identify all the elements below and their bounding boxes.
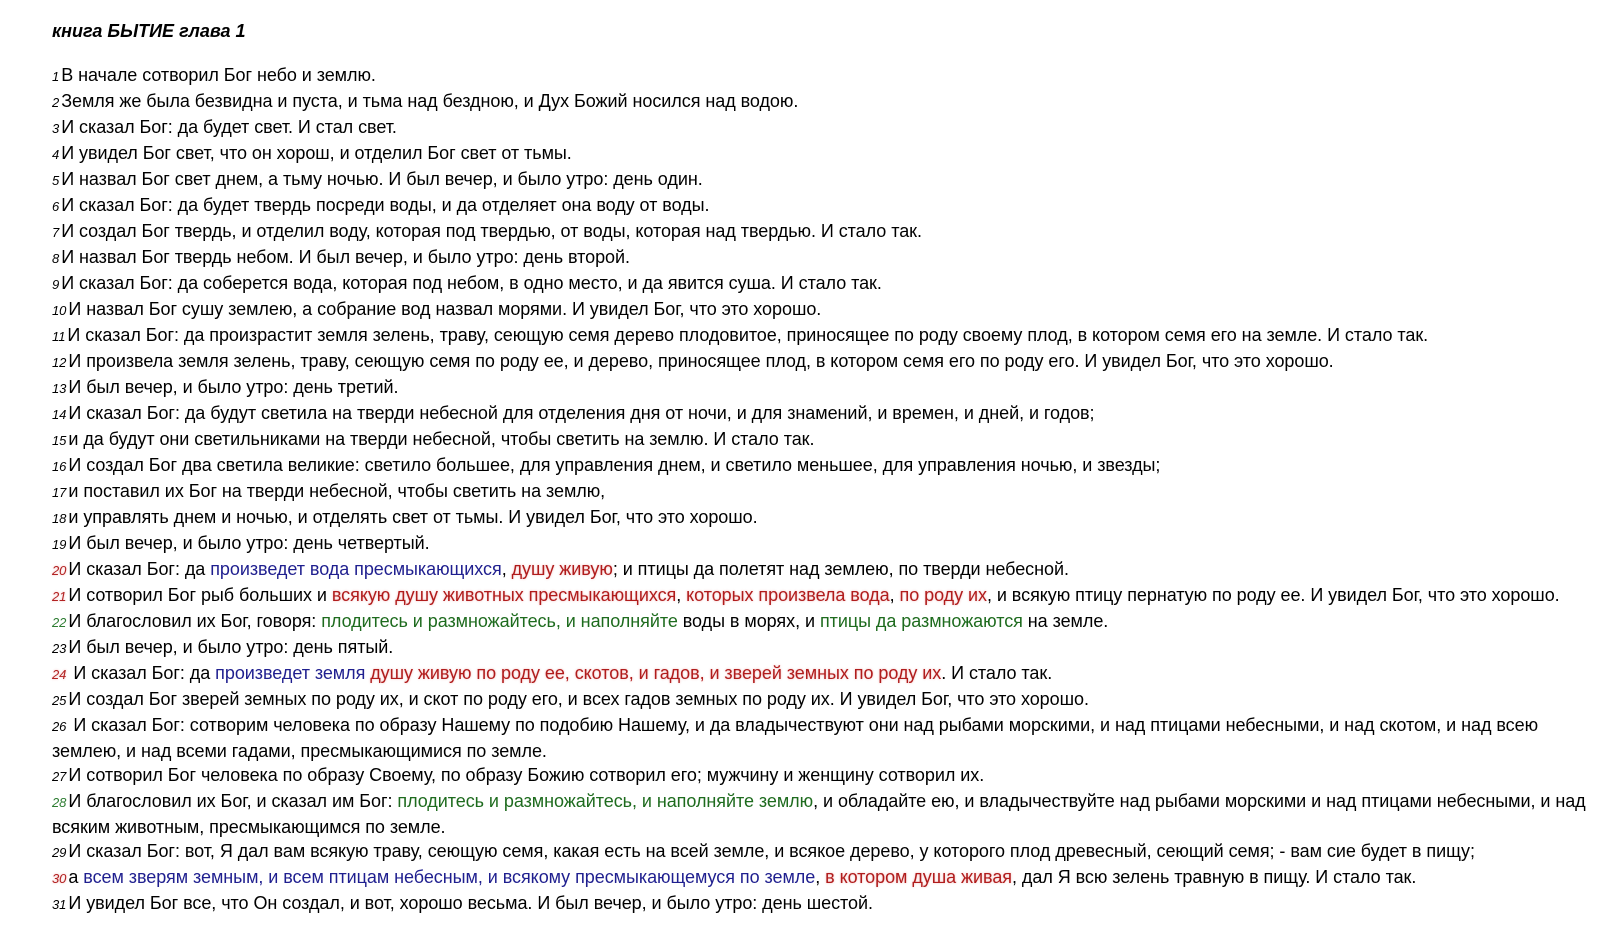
verse-text: , и обладайте ею, и владычествуйте над рыбами морскими и над птицами небесными, и над всяким животным, пресмыкающимся по земле. bbox=[52, 791, 1586, 837]
highlighted-text-red: всякую душу животных пресмыкающихся bbox=[331, 585, 677, 605]
verse-number: 23 bbox=[52, 641, 67, 656]
highlighted-text-red: по роду их bbox=[899, 585, 987, 605]
verse-20 bbox=[52, 557, 1610, 583]
verse-9 bbox=[52, 271, 1610, 297]
verse-text: , bbox=[815, 867, 826, 887]
verse-number: 21 bbox=[52, 589, 67, 604]
verse-text: И увидел Бог свет, что он хорош, и отделил Бог свет от тьмы. bbox=[61, 143, 572, 163]
verse-number: 19 bbox=[52, 537, 67, 552]
verse-text: Земля же была безвидна и пуста, и тьма над бездною, и Дух Божий носился над водою. bbox=[61, 91, 799, 111]
verse-11 bbox=[52, 323, 1610, 349]
verse-number: 18 bbox=[52, 511, 67, 526]
verse-24 bbox=[52, 661, 1610, 687]
verse-15 bbox=[52, 427, 1610, 453]
verse-text: И сказал Бог: да bbox=[68, 559, 211, 579]
verse-number: 3 bbox=[52, 121, 60, 136]
verse-17 bbox=[52, 479, 1610, 505]
verse-text: И был вечер, и было утро: день пятый. bbox=[68, 637, 394, 657]
verse-number: 25 bbox=[52, 693, 67, 708]
highlighted-text-blue: произведет земля bbox=[215, 663, 366, 683]
verse-number: 28 bbox=[52, 795, 67, 810]
verse-text: В начале сотворил Бог небо и землю. bbox=[61, 65, 376, 85]
verse-text: , bbox=[889, 585, 900, 605]
verse-10 bbox=[52, 297, 1610, 323]
chapter-title: книга БЫТИЕ глава 1 bbox=[52, 21, 246, 41]
verse-number: 12 bbox=[52, 355, 67, 370]
verse-number: 31 bbox=[52, 897, 67, 912]
verse-text: И сотворил Бог рыб больших и bbox=[68, 585, 332, 605]
verse-number: 27 bbox=[52, 769, 67, 784]
verse-number: 9 bbox=[52, 277, 60, 292]
verse-text: И сказал Бог: да bbox=[68, 663, 216, 683]
verse-text: ; и птицы да полетят над землею, по тверди небесной. bbox=[612, 559, 1069, 579]
verse-29 bbox=[52, 839, 1610, 865]
verse-number: 17 bbox=[52, 485, 67, 500]
verse-3 bbox=[52, 115, 1610, 141]
verse-number: 11 bbox=[52, 329, 66, 344]
verse-text: И был вечер, и было утро: день четвертый. bbox=[68, 533, 430, 553]
verse-16 bbox=[52, 453, 1610, 479]
highlighted-text-blue: всем зверям земным, и всем птицам небесным, и всякому пресмыкающемуся по земле bbox=[83, 867, 816, 887]
verse-text: на земле. bbox=[1022, 611, 1109, 631]
verse-30 bbox=[52, 865, 1610, 891]
verse-number: 26 bbox=[52, 719, 67, 734]
highlighted-text-red: душу живую bbox=[511, 559, 613, 579]
verse-number: 8 bbox=[52, 251, 60, 266]
verse-number: 15 bbox=[52, 433, 67, 448]
verse-28 bbox=[52, 789, 1610, 839]
verse-7 bbox=[52, 219, 1610, 245]
verse-4 bbox=[52, 141, 1610, 167]
verse-text: воды в морях, и bbox=[677, 611, 820, 631]
highlighted-text-green: плодитесь и размножайтесь, и наполняйте землю bbox=[397, 791, 814, 811]
verse-text: И сказал Бог: да будет свет. И стал свет. bbox=[61, 117, 397, 137]
verse-text: , bbox=[676, 585, 687, 605]
verse-text: И произвела земля зелень, траву, сеющую семя по роду ее, и дерево, приносящее плод, в котором семя его по роду его. И увидел Бог, что это хорошо. bbox=[68, 351, 1334, 371]
verse-12 bbox=[52, 349, 1610, 375]
verse-1 bbox=[52, 63, 1610, 89]
verse-number: 29 bbox=[52, 845, 67, 860]
verse-number: 6 bbox=[52, 199, 60, 214]
verse-14 bbox=[52, 401, 1610, 427]
verse-number: 1 bbox=[52, 69, 60, 84]
verse-text: а bbox=[68, 867, 84, 887]
verse-text: И благословил их Бог, говоря: bbox=[68, 611, 322, 631]
verse-text: И сказал Бог: сотворим человека по образу Нашему по подобию Нашему, и да владычествуют они над рыбами морскими, и над птицами небесными, и над скотом, и над всею землею, и над всеми гадами, пресмыкающимися по земле. bbox=[52, 715, 1539, 761]
verse-number: 16 bbox=[52, 459, 67, 474]
verse-number: 20 bbox=[52, 563, 67, 578]
highlighted-text-green: плодитесь и размножайтесь, и наполняйте bbox=[321, 611, 678, 631]
verse-text: , и всякую птицу пернатую по роду ее. И увидел Бог, что это хорошо. bbox=[986, 585, 1560, 605]
verse-text: и управлять днем и ночью, и отделять свет от тьмы. И увидел Бог, что это хорошо. bbox=[68, 507, 758, 527]
verse-13 bbox=[52, 375, 1610, 401]
verse-text: И назвал Бог сушу землею, а собрание вод назвал морями. И увидел Бог, что это хорошо. bbox=[68, 299, 822, 319]
verse-19 bbox=[52, 531, 1610, 557]
verse-text: , bbox=[501, 559, 512, 579]
verse-number: 5 bbox=[52, 173, 60, 188]
verse-22 bbox=[52, 609, 1610, 635]
verse-number: 22 bbox=[52, 615, 67, 630]
verse-27 bbox=[52, 763, 1610, 789]
verse-26 bbox=[52, 713, 1610, 763]
verse-23 bbox=[52, 635, 1610, 661]
verse-text: И сказал Бог: вот, Я дал вам всякую траву, сеющую семя, какая есть на всей земле, и всякое дерево, у которого плод древесный, сеющий семя; - вам сие будет в пищу; bbox=[68, 841, 1475, 861]
verse-number: 13 bbox=[52, 381, 67, 396]
verse-text: И увидел Бог все, что Он создал, и вот, хорошо весьма. И был вечер, и было утро: день шестой. bbox=[68, 893, 873, 913]
verse-number: 2 bbox=[52, 95, 60, 110]
verse-5 bbox=[52, 167, 1610, 193]
verse-2 bbox=[52, 89, 1610, 115]
verse-list bbox=[52, 63, 1610, 917]
verse-text: и да будут они светильниками на тверди небесной, чтобы светить на землю. И стало так. bbox=[68, 429, 815, 449]
highlighted-text-red: в котором душа живая bbox=[825, 867, 1012, 887]
highlighted-text-green: птицы да размножаются bbox=[819, 611, 1023, 631]
verse-text: И сказал Бог: да будут светила на тверди небесной для отделения дня от ночи, и для знамений, и времен, и дней, и годов; bbox=[68, 403, 1095, 423]
verse-number: 10 bbox=[52, 303, 67, 318]
verse-text: И создал Бог два светила великие: светило большее, для управления днем, и светило меньшее, для управления ночью, и звезды; bbox=[68, 455, 1161, 475]
verse-text: . И стало так. bbox=[941, 663, 1053, 683]
highlighted-text-red: душу живую по роду ее, скотов, и гадов, и зверей земных по роду их bbox=[370, 663, 942, 683]
verse-21 bbox=[52, 583, 1610, 609]
highlighted-text-red: которых произвела вода bbox=[686, 585, 890, 605]
verse-number: 24 bbox=[52, 667, 67, 682]
verse-8 bbox=[52, 245, 1610, 271]
verse-text: И был вечер, и было утро: день третий. bbox=[68, 377, 399, 397]
verse-text: И назвал Бог свет днем, а тьму ночью. И был вечер, и было утро: день один. bbox=[61, 169, 703, 189]
chapter-document bbox=[52, 20, 1610, 917]
verse-text: И сотворил Бог человека по образу Своему, по образу Божию сотворил его; мужчину и женщину сотворил их. bbox=[68, 765, 985, 785]
verse-text: И создал Бог твердь, и отделил воду, которая под твердью, от воды, которая над твердью. И стало так. bbox=[61, 221, 922, 241]
verse-number: 7 bbox=[52, 225, 60, 240]
verse-31 bbox=[52, 891, 1610, 917]
verse-18 bbox=[52, 505, 1610, 531]
verse-text: И сказал Бог: да соберется вода, которая под небом, в одно место, и да явится суша. И стало так. bbox=[61, 273, 882, 293]
verse-text: и поставил их Бог на тверди небесной, чтобы светить на землю, bbox=[68, 481, 606, 501]
verse-number: 4 bbox=[52, 147, 60, 162]
verse-number: 30 bbox=[52, 871, 67, 886]
verse-text: И создал Бог зверей земных по роду их, и скот по роду его, и всех гадов земных по роду их. И увидел Бог, что это хорошо. bbox=[68, 689, 1089, 709]
highlighted-text-blue: произведет вода пресмыкающихся bbox=[210, 559, 502, 579]
verse-text: И сказал Бог: да произрастит земля зелень, траву, сеющую семя дерево плодовитое, приносящее по роду своему плод, в котором семя его на земле. И стало так. bbox=[67, 325, 1429, 345]
verse-text: И назвал Бог твердь небом. И был вечер, и было утро: день второй. bbox=[61, 247, 630, 267]
verse-number: 14 bbox=[52, 407, 67, 422]
verse-6 bbox=[52, 193, 1610, 219]
verse-text: И сказал Бог: да будет твердь посреди воды, и да отделяет она воду от воды. bbox=[61, 195, 710, 215]
verse-25 bbox=[52, 687, 1610, 713]
verse-text: И благословил их Бог, и сказал им Бог: bbox=[68, 791, 398, 811]
verse-text: , дал Я всю зелень травную в пищу. И стало так. bbox=[1012, 867, 1417, 887]
